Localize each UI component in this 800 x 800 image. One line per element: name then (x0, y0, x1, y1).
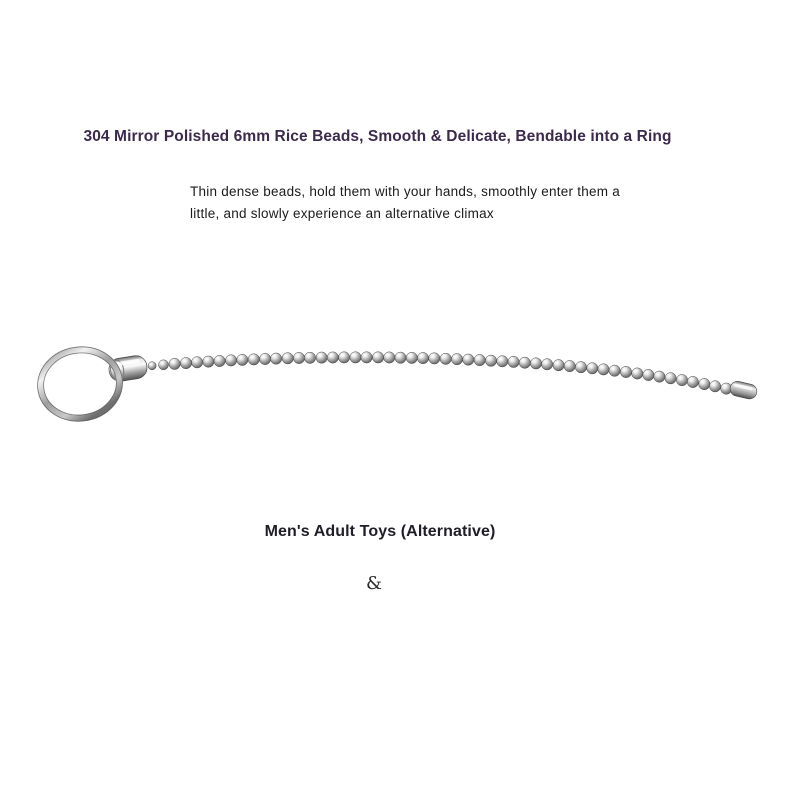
bead (180, 357, 191, 368)
bead (361, 352, 372, 363)
bead (643, 369, 654, 380)
ampersand-separator: & (365, 573, 383, 594)
bead (214, 355, 225, 366)
bead (395, 352, 406, 363)
bead (338, 352, 349, 363)
bead (350, 352, 361, 363)
bead (553, 360, 564, 371)
bead (248, 354, 259, 365)
bead (587, 363, 598, 374)
bead (417, 352, 428, 363)
bead (259, 353, 270, 364)
bead-chain (148, 352, 732, 395)
bead (541, 359, 552, 370)
bead (282, 353, 293, 364)
bead (191, 357, 202, 368)
bead (463, 354, 474, 365)
bead (474, 354, 485, 365)
bead (665, 373, 676, 384)
bead (575, 362, 586, 373)
bead (159, 360, 169, 370)
bead (304, 352, 315, 363)
bead (676, 374, 687, 385)
bead (406, 352, 417, 363)
bead (699, 378, 710, 389)
bead (598, 364, 609, 375)
bead (203, 356, 214, 367)
bead (384, 352, 395, 363)
bead (564, 360, 575, 371)
bead (225, 355, 236, 366)
product-photo (0, 310, 800, 460)
bead (327, 352, 338, 363)
bead (148, 362, 156, 370)
bead (687, 376, 698, 387)
bead (497, 356, 508, 367)
bead (316, 352, 327, 363)
bead (293, 352, 304, 363)
rounded-tip-icon (729, 380, 759, 400)
bead (237, 354, 248, 365)
beaded-rod-illustration (0, 310, 800, 460)
bead (485, 355, 496, 366)
bead (530, 358, 541, 369)
product-subtitle-line1: Thin dense beads, hold them with your hands, smoothly enter them a (190, 184, 620, 199)
product-title: 304 Mirror Polished 6mm Rice Beads, Smooth & Delicate, Bendable into a Ring (83, 128, 672, 145)
bead (440, 353, 451, 364)
category-label: Men's Adult Toys (Alternative) (264, 523, 496, 540)
bead (519, 357, 530, 368)
bead (632, 368, 643, 379)
bead (654, 371, 665, 382)
bead (169, 358, 180, 369)
bead (429, 353, 440, 364)
bead (372, 352, 383, 363)
product-subtitle (190, 181, 620, 225)
bead (451, 354, 462, 365)
product-subtitle-line2: little, and slowly experience an alternative climax (190, 205, 494, 221)
bead (508, 356, 519, 367)
pull-ring-icon (33, 341, 127, 426)
bead (609, 365, 620, 376)
bead (709, 381, 720, 392)
bead (270, 353, 281, 364)
bead (620, 366, 631, 377)
